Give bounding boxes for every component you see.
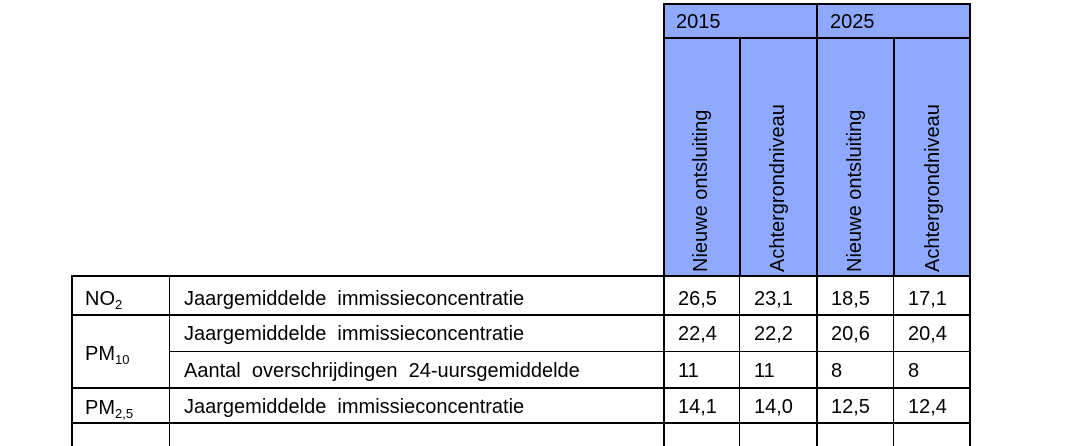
body-col-divider-label bbox=[169, 275, 170, 446]
col-header-2015-nieuwe: Nieuwe ontsluiting bbox=[690, 109, 712, 272]
value-r2-c3: 20,6 bbox=[831, 323, 870, 345]
value-r2-c4: 20,4 bbox=[908, 323, 947, 345]
header-sub-divider-2 bbox=[893, 37, 895, 276]
value-r1-c4: 17,1 bbox=[908, 288, 947, 310]
header-left-border bbox=[663, 3, 665, 276]
pollutant-pm10: $PM_{10}$ bbox=[85, 343, 130, 367]
pollutant-no2: $NO_2$ bbox=[85, 288, 123, 312]
row-divider-1 bbox=[71, 314, 971, 316]
value-r4-c4: 12,4 bbox=[908, 396, 947, 418]
header-sub-divider-1 bbox=[739, 37, 741, 276]
value-r3-c4: 8 bbox=[908, 360, 920, 382]
header-mid-border bbox=[816, 3, 818, 276]
body-col-divider-2025b bbox=[893, 275, 894, 446]
value-r4-c1: 14,1 bbox=[678, 396, 717, 418]
measure-row-1: Jaargemiddelde immissieconcentratie bbox=[184, 288, 525, 310]
year-2015: 2015 bbox=[676, 11, 721, 33]
body-left-border bbox=[71, 275, 73, 446]
pollutant-pm25: $PM_{2,5}$ bbox=[85, 397, 134, 421]
row-divider-3 bbox=[71, 387, 971, 389]
header-right-border bbox=[969, 3, 971, 276]
value-r3-c1: 11 bbox=[678, 360, 699, 382]
value-r1-c2: 23,1 bbox=[754, 288, 793, 310]
body-top-border bbox=[71, 275, 971, 277]
year-2025: 2025 bbox=[830, 11, 875, 33]
row-divider-4 bbox=[71, 422, 971, 424]
value-r2-c2: 22,2 bbox=[754, 323, 793, 345]
col-header-2025-achtergrond: Achtergrondniveau bbox=[922, 104, 944, 272]
value-r4-c3: 12,5 bbox=[831, 396, 870, 418]
body-col-divider-2025 bbox=[816, 275, 818, 446]
body-col-divider-2015b bbox=[739, 275, 740, 446]
measure-row-2: Jaargemiddelde immissieconcentratie bbox=[184, 323, 525, 345]
value-r1-c3: 18,5 bbox=[831, 288, 870, 310]
value-r4-c2: 14,0 bbox=[754, 396, 793, 418]
body-right-border bbox=[969, 275, 971, 446]
body-col-divider-2015 bbox=[663, 275, 665, 446]
value-r3-c3: 8 bbox=[831, 360, 843, 382]
col-header-2025-nieuwe: Nieuwe ontsluiting bbox=[844, 109, 866, 272]
value-r1-c1: 26,5 bbox=[678, 288, 717, 310]
measure-row-4: Jaargemiddelde immissieconcentratie bbox=[184, 396, 525, 418]
value-r3-c2: 11 bbox=[754, 360, 775, 382]
row-divider-2 bbox=[169, 351, 971, 352]
col-header-2015-achtergrond: Achtergrondniveau bbox=[767, 104, 789, 272]
measure-row-3: Aantal overschrijdingen 24-uursgemiddelde bbox=[184, 360, 580, 382]
value-r2-c1: 22,4 bbox=[678, 323, 717, 345]
